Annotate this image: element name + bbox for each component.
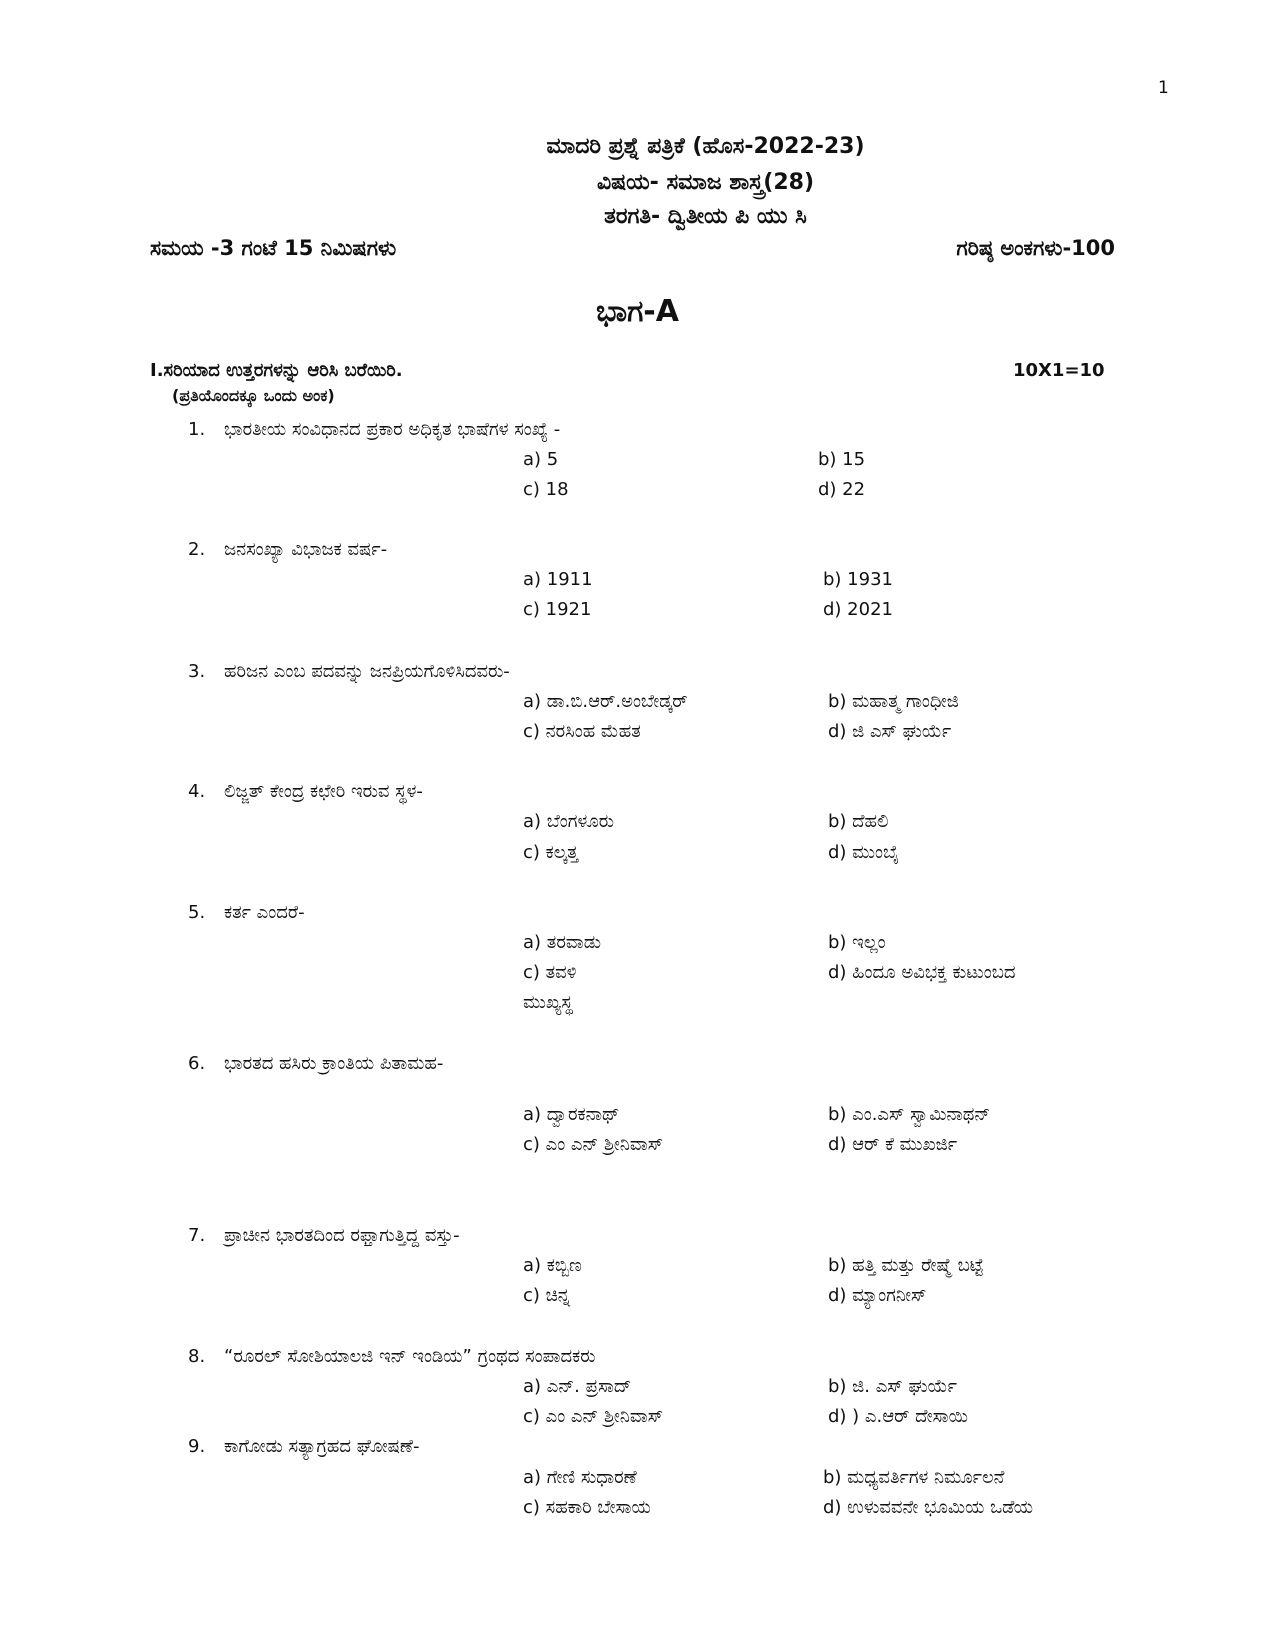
option-a: a) ಗೇಣಿ ಸುಧಾರಣೆ xyxy=(523,1467,637,1488)
section-subtitle: (ಪ್ರತಿಯೊಂದಕ್ಕೂ ಒಂದು ಅಂಕ) xyxy=(172,386,335,405)
option-d: d) ಮ್ಯಾಂಗನೀಸ್ xyxy=(828,1285,927,1306)
option-b: b) ದೆಹಲಿ xyxy=(828,811,889,832)
question-number: 5. xyxy=(188,902,206,923)
time-allowed: ಸಮಯ -3 ಗಂಟೆ 15 ನಿಮಿಷಗಳು xyxy=(150,236,397,260)
option-b: b) 15 xyxy=(818,449,866,470)
option-b: b) ಮಹಾತ್ಮ ಗಾಂಧೀಜಿ xyxy=(828,691,959,712)
class-line: ತರಗತಿ- ದ್ವಿತೀಯ ಪಿ ಯು ಸಿ xyxy=(604,204,807,229)
option-c: c) 18 xyxy=(523,479,569,500)
option-b: b) ಹತ್ತಿ ಮತ್ತು ರೇಷ್ಮೆ ಬಟ್ಟೆ xyxy=(828,1255,984,1276)
subject-line: ವಿಷಯ- ಸಮಾಜ ಶಾಸ್ತ್ರ(28) xyxy=(596,170,815,195)
option-a: a) ಡಾ.ಬಿ.ಆರ್.ಅಂಬೇಡ್ಕರ್ xyxy=(523,691,688,712)
option-a: a) 5 xyxy=(523,449,559,470)
question-text: ಭಾರತದ ಹಸಿರು ಕ್ರಾಂತಿಯ ಪಿತಾಮಹ- xyxy=(224,1053,444,1074)
option-a: a) ಎನ್. ಪ್ರಸಾದ್ xyxy=(523,1376,632,1397)
option-b: b) 1931 xyxy=(823,569,893,590)
paper-title: ಮಾದರಿ ಪ್ರಶ್ನೆ ಪತ್ರಿಕೆ (ಹೊಸ-2022-23) xyxy=(546,134,865,159)
question-number: 6. xyxy=(188,1053,206,1074)
option-a: a) 1911 xyxy=(523,569,593,590)
question-text: ಜನಸಂಖ್ಯಾ ವಿಭಾಜಕ ವರ್ಷ- xyxy=(224,539,388,560)
option-b: b) ಮಧ್ಯವರ್ತಿಗಳ ನಿರ್ಮೂಲನೆ xyxy=(823,1467,1005,1488)
part-title: ಭಾಗ-A xyxy=(596,294,679,329)
question-number: 4. xyxy=(188,781,206,802)
option-d: d) ಹಿಂದೂ ಅವಿಭಕ್ತ ಕುಟುಂಬದ xyxy=(828,962,1016,983)
option-d: d) ಆರ್ ಕೆ ಮುಖರ್ಜಿ xyxy=(828,1134,958,1155)
section-marks: 10X1=10 xyxy=(1013,360,1105,381)
question-number: 2. xyxy=(188,539,206,560)
option-d-continued: ಮುಖ್ಯಸ್ಥ xyxy=(523,992,573,1013)
question-number: 7. xyxy=(188,1225,206,1246)
question-text: ಹರಿಜನ ಎಂಬ ಪದವನ್ನು ಜನಪ್ರಿಯಗೊಳಿಸಿದವರು- xyxy=(224,661,510,682)
option-b: b) ಎಂ.ಎಸ್ ಸ್ವಾಮಿನಾಥನ್ xyxy=(828,1104,991,1125)
question-text: “ರೂರಲ್ ಸೋಶಿಯಾಲಜಿ ಇನ್ ಇಂಡಿಯ” ಗ್ರಂಥದ ಸಂಪಾದಕರು xyxy=(224,1346,596,1367)
question-text: ಕಾಗೋಡು ಸತ್ಯಾಗ್ರಹದ ಘೋಷಣೆ- xyxy=(224,1436,420,1457)
option-a: a) ಬೆಂಗಳೂರು xyxy=(523,811,615,832)
option-c: c) 1921 xyxy=(523,599,592,620)
option-c: c) ಎಂ ಎನ್ ಶ್ರೀನಿವಾಸ್ xyxy=(523,1134,664,1155)
option-d: d) 2021 xyxy=(823,599,893,620)
option-c: c) ಕಲ್ಕತ್ತ xyxy=(523,842,579,863)
option-d: d) ಉಳುವವನೇ ಭೂಮಿಯ ಒಡೆಯ xyxy=(823,1497,1034,1518)
section-title: I.ಸರಿಯಾದ ಉತ್ತರಗಳನ್ನು ಆರಿಸಿ ಬರೆಯಿರಿ. xyxy=(150,360,403,381)
option-c: c) ಎಂ ಎನ್ ಶ್ರೀನಿವಾಸ್ xyxy=(523,1406,664,1427)
option-d: d) 22 xyxy=(818,479,866,500)
option-a: a) ಕಬ್ಬಿಣ xyxy=(523,1255,582,1276)
question-number: 1. xyxy=(188,419,206,440)
question-text: ಭಾರತೀಯ ಸಂವಿಧಾನದ ಪ್ರಕಾರ ಅಧಿಕೃತ ಭಾಷೆಗಳ ಸಂಖ್ಯೆ - xyxy=(224,419,561,440)
option-c: c) ಸಹಕಾರಿ ಬೇಸಾಯ xyxy=(523,1497,651,1518)
option-c: c) ನರಸಿಂಹ ಮೆಹತ xyxy=(523,721,641,742)
option-d: d) ) ಎ.ಆರ್ ದೇಸಾಯಿ xyxy=(828,1406,968,1427)
option-d: d) ಮುಂಬೈ xyxy=(828,842,900,863)
question-number: 3. xyxy=(188,661,206,682)
option-c: c) ಚಿನ್ನ xyxy=(523,1285,571,1306)
question-text: ಲಿಜ್ಜತ್ ಕೇಂದ್ರ ಕಛೇರಿ ಇರುವ ಸ್ಥಳ- xyxy=(224,781,423,802)
question-number: 9. xyxy=(188,1436,206,1457)
question-text: ಕರ್ತ ಎಂದರೆ- xyxy=(224,902,305,923)
option-c: c) ತವಳಿ xyxy=(523,962,577,983)
option-a: a) ದ್ವಾರಕನಾಥ್ xyxy=(523,1104,620,1125)
page-number: 1 xyxy=(1158,78,1169,98)
option-d: d) ಜಿ ಎಸ್ ಘುರ್ಯೆ xyxy=(828,721,952,742)
question-text: ಪ್ರಾಚೀನ ಭಾರತದಿಂದ ರಫ್ತಾಗುತ್ತಿದ್ದ ವಸ್ತು- xyxy=(224,1225,460,1246)
option-a: a) ತರವಾಡು xyxy=(523,932,601,953)
option-b: b) ಇಲ್ಲಂ xyxy=(828,932,886,953)
max-marks: ಗರಿಷ್ಠ ಅಂಕಗಳು-100 xyxy=(956,236,1115,260)
option-b: b) ಜಿ. ಎಸ್ ಘುರ್ಯೆ xyxy=(828,1376,957,1397)
question-number: 8. xyxy=(188,1346,206,1367)
